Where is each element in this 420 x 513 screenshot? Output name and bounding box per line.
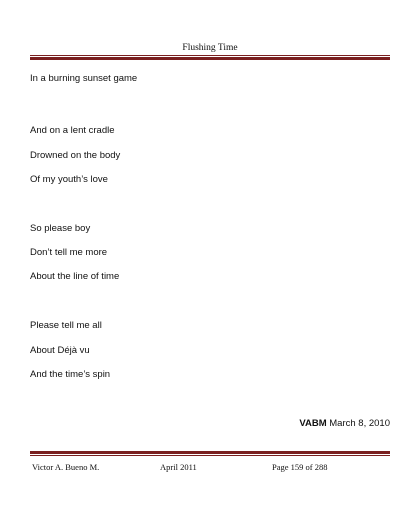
poem-line: Don’t tell me more [30,247,108,258]
header-rule [30,55,390,60]
footer-page-number: Page 159 of 288 [272,462,328,472]
poem-line: Please tell me all [30,320,102,331]
page-title: Flushing Time [182,43,238,53]
poem-line: Drowned on the body [30,150,121,161]
footer-date: April 2011 [160,462,197,472]
signature-date: March 8, 2010 [329,418,390,429]
poem-line: And on a lent cradle [30,125,115,136]
signature [299,418,390,430]
signature-initials: VABM [299,418,327,429]
poem-line: About Déjà vu [30,345,90,356]
poem-line: About the line of time [30,271,120,282]
poem-line: In a burning sunset game [30,73,138,84]
poem-line: And the time’s spin [30,369,111,380]
poem-line: So please boy [30,223,91,234]
footer-author: Victor A. Bueno M. [32,462,100,472]
poem-line: Of my youth’s love [30,174,108,185]
footer-rule [30,451,390,456]
